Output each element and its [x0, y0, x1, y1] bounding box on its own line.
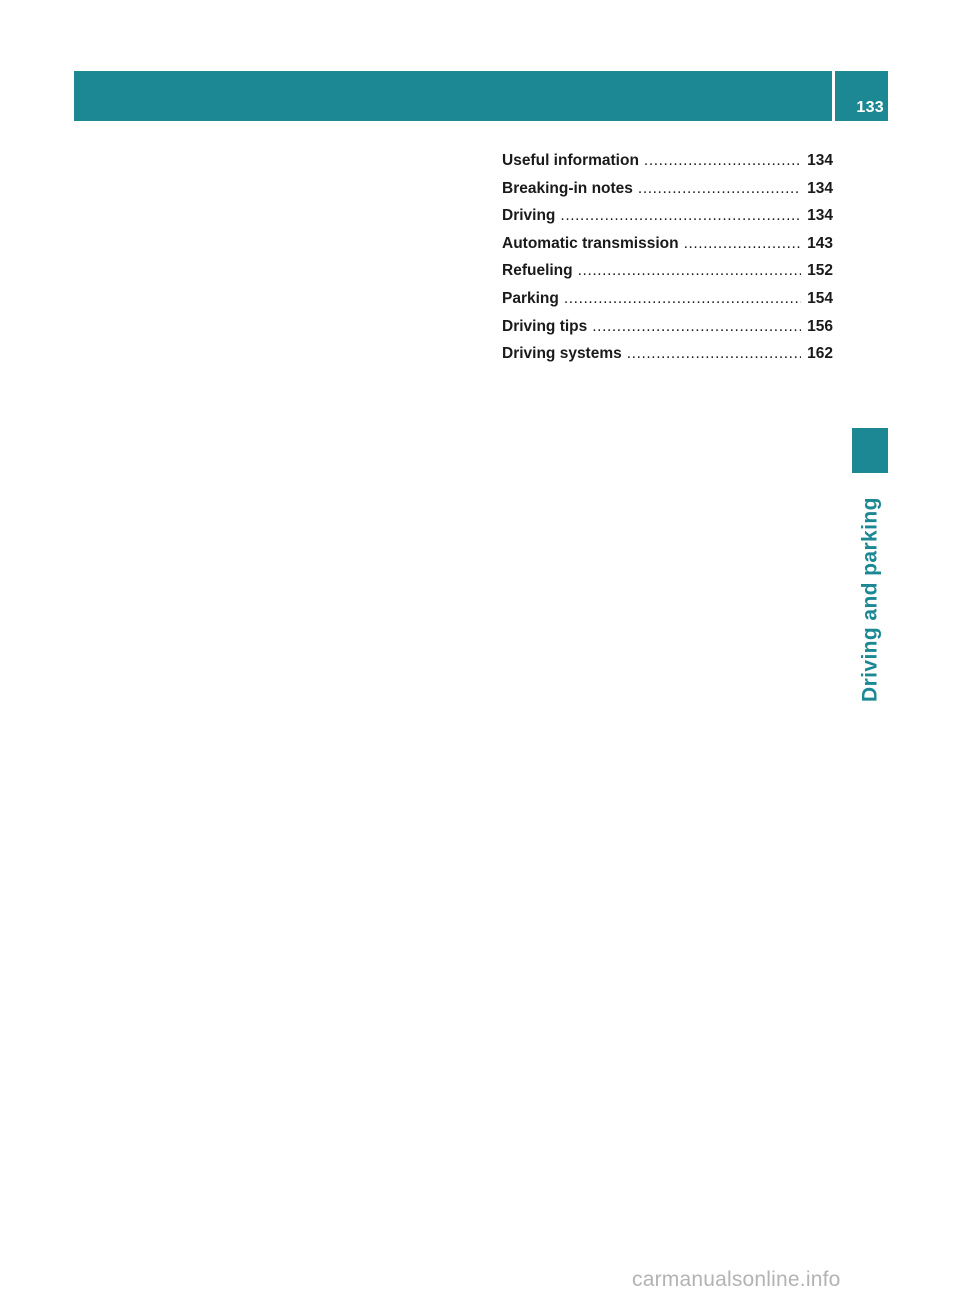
- toc-entry-title: Breaking-in notes: [502, 179, 633, 197]
- header-bar: [74, 71, 832, 121]
- toc-entry-page: 134: [807, 207, 833, 225]
- toc-entry-breaking-in-notes[interactable]: [502, 180, 833, 208]
- toc-entry-page: 154: [807, 289, 833, 307]
- toc-entry-page: 134: [807, 179, 833, 197]
- page-number: 133: [856, 99, 884, 116]
- dot-leader: [564, 290, 801, 308]
- dot-leader: [578, 262, 802, 280]
- section-tab-marker: [852, 428, 888, 473]
- toc-entry-page: 143: [807, 234, 833, 252]
- toc-entry-page: 152: [807, 262, 833, 280]
- dot-leader: [684, 235, 802, 253]
- page-number-box: [835, 71, 888, 121]
- toc-entry-title: Automatic transmission: [502, 234, 679, 252]
- toc-entry-page: 162: [807, 345, 833, 363]
- table-of-contents: [502, 152, 833, 373]
- toc-entry-driving-tips[interactable]: [502, 318, 833, 346]
- toc-entry-refueling[interactable]: [502, 262, 833, 290]
- toc-entry-page: 134: [807, 152, 833, 169]
- watermark-text: carmanualsonline.info: [632, 1268, 841, 1291]
- toc-entry-title: Driving tips: [502, 317, 588, 335]
- toc-entry-parking[interactable]: [502, 290, 833, 318]
- dot-leader: [592, 318, 801, 336]
- dot-leader: [627, 345, 801, 363]
- toc-entry-automatic-transmission[interactable]: [502, 235, 833, 263]
- dot-leader: [638, 180, 801, 198]
- toc-entry-driving-systems[interactable]: [502, 345, 833, 373]
- toc-entry-driving[interactable]: [502, 207, 833, 235]
- toc-entry-title: Driving: [502, 207, 556, 225]
- dot-leader: [560, 207, 801, 225]
- toc-entry-title: Refueling: [502, 262, 573, 280]
- toc-entry-page: 156: [807, 317, 833, 335]
- dot-leader: [644, 152, 801, 170]
- toc-entry-title: Driving systems: [502, 345, 622, 363]
- toc-entry-title: Parking: [502, 289, 559, 307]
- section-side-label: Driving and parking: [858, 497, 882, 702]
- toc-entry-useful-information[interactable]: [502, 152, 833, 180]
- toc-entry-title: Useful information: [502, 152, 639, 169]
